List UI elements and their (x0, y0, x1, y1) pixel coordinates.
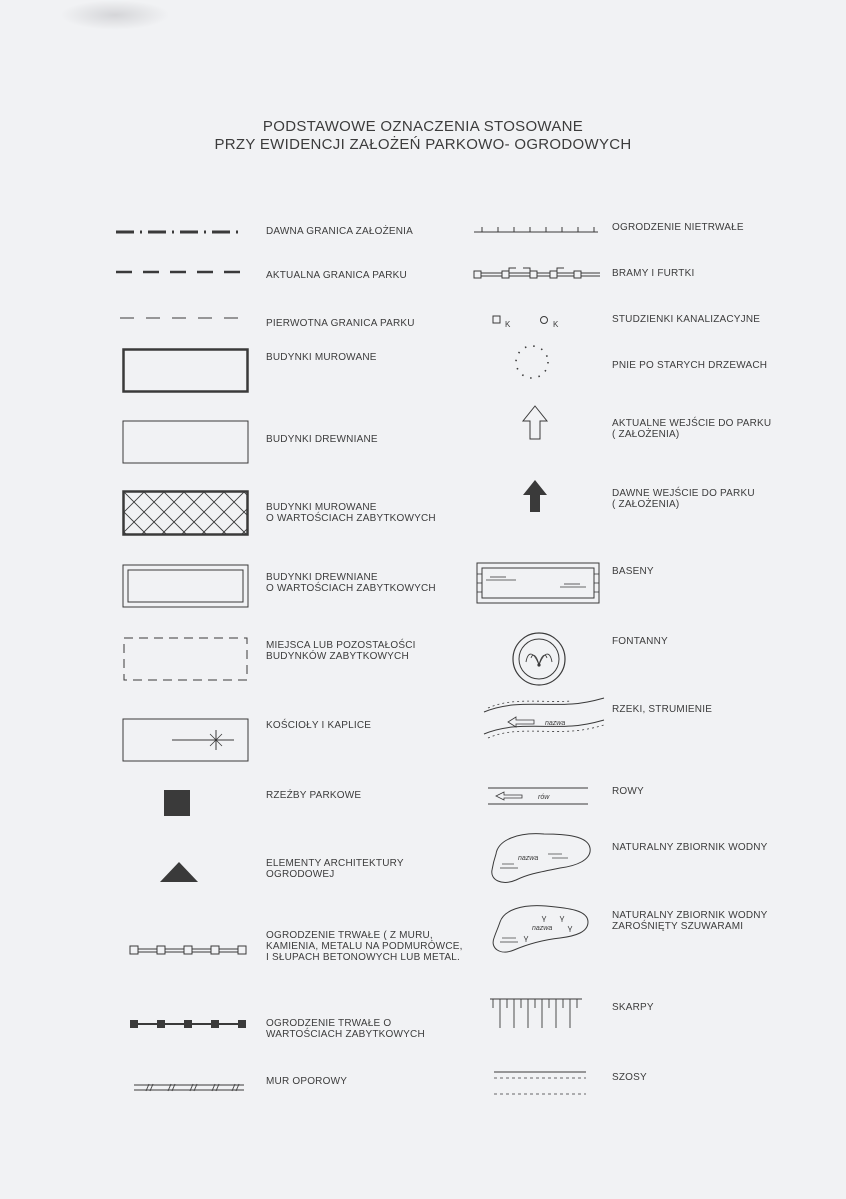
label-rzezby: RZEŹBY PARKOWE (266, 790, 362, 801)
label-skarpy: SKARPY (612, 1002, 654, 1013)
double-rectangle-icon (122, 564, 252, 610)
pond-name-text: nazwa (518, 855, 539, 862)
label-pnie: PNIE PO STARYCH DRZEWACH (612, 360, 768, 371)
label-szosy: SZOSY (612, 1072, 647, 1083)
label-dawna-granica: DAWNA GRANICA ZAŁOŻENIA (266, 226, 414, 237)
label-ogrodzenie-trwale: OGRODZENIE TRWAŁE ( Z MURU, KAMIENIA, METALU NA PODMURÓWCE, I SŁUPACH BETONOWYCH LUB METAL. (266, 930, 463, 963)
label-rzeki: RZEKI, STRUMIENIE (612, 704, 713, 715)
label-fontanny: FONTANNY (612, 636, 668, 647)
label-ogrodzenie-nietrwale: OGRODZENIE NIETRWAŁE (612, 222, 744, 233)
filled-triangle-icon (160, 860, 200, 884)
label-aktualna-granica: AKTUALNA GRANICA PARKU (266, 270, 407, 281)
stumps-icon (514, 344, 552, 382)
scan-smudge (60, 0, 170, 30)
ditch-icon (488, 784, 592, 808)
label-koscioly: KOŚCIOŁY I KAPLICE (266, 720, 372, 731)
label-budynki-drewniane: BUDYNKI DREWNIANE (266, 434, 378, 445)
label-architektura: ELEMENTY ARCHITEKTURY OGRODOWEJ (266, 858, 404, 880)
label-budynki-murowane: BUDYNKI MUROWANE (266, 352, 377, 363)
pool-icon (476, 562, 602, 606)
label-murowane-zabytkowe: BUDYNKI MUROWANE O WARTOŚCIACH ZABYTKOWYCH (266, 502, 436, 524)
label-mur-oporowy: MUR OPOROWY (266, 1076, 348, 1087)
label-zbiornik-szuwary: NATURALNY ZBIORNIK WODNY ZAROŚNIĘTY SZUWARAMI (612, 910, 768, 932)
slope-icon (490, 996, 584, 1030)
label-pozostalosci: MIEJSCA LUB POZOSTAŁOŚCI BUDYNKÓW ZABYTKOWYCH (266, 640, 416, 662)
filled-arrow-icon (522, 478, 550, 514)
label-rowy: ROWY (612, 786, 644, 797)
river-name-text: nazwa (545, 720, 566, 727)
title-line-1: PODSTAWOWE OZNACZENIA STOSOWANE (262, 118, 584, 135)
reed-pond-icon (488, 900, 594, 958)
label-aktualne-wejscie: AKTUALNE WEJŚCIE DO PARKU ( ZAŁOŻENIA) (612, 418, 772, 440)
label-bramy: BRAMY I FURTKI (612, 268, 695, 279)
hollow-fence-icon (130, 944, 250, 958)
filled-square-icon (164, 790, 192, 818)
title-line-2: PRZY EWIDENCJI ZAŁOŻEŃ PARKOWO- OGRODOWYCH (214, 136, 632, 153)
fountain-icon (512, 632, 568, 688)
dash-dot-line-icon (116, 226, 246, 238)
reed-pond-name-text: nazwa (532, 925, 553, 932)
manholes-icon (492, 314, 572, 330)
label-drewniane-zabytkowe: BUDYNKI DREWNIANE O WARTOŚCIACH ZABYTKOWYCH (266, 572, 436, 594)
thin-rectangle-icon (122, 420, 252, 466)
hollow-arrow-icon (522, 404, 550, 442)
dashed-rectangle-icon (122, 636, 252, 682)
label-dawne-wejscie: DAWNE WEJŚCIE DO PARKU ( ZAŁOŻENIA) (612, 488, 755, 510)
label-zbiornik: NATURALNY ZBIORNIK WODNY (612, 842, 768, 853)
label-baseny: BASENY (612, 566, 654, 577)
pond-icon (488, 828, 594, 890)
label-pierwotna-granica: PIERWOTNA GRANICA PARKU (266, 318, 415, 329)
label-studzienki: STUDZIENKI KANALIZACYJNE (612, 314, 761, 325)
svg-text:K: K (505, 320, 511, 329)
gates-icon (474, 264, 602, 280)
svg-text:K: K (553, 320, 559, 329)
church-rectangle-icon (122, 718, 252, 764)
road-icon (494, 1068, 588, 1098)
thick-rectangle-icon (122, 348, 252, 394)
ditch-name-text: rów (538, 794, 550, 801)
thin-dash-line-icon (120, 312, 250, 324)
label-ogrodzenie-zabytkowe: OGRODZENIE TRWAŁE O WARTOŚCIACH ZABYTKOWYCH (266, 1018, 425, 1040)
river-icon (482, 694, 608, 744)
temporary-fence-icon (474, 224, 600, 236)
filled-fence-icon (130, 1018, 250, 1032)
long-dash-line-icon (116, 266, 246, 278)
retaining-wall-icon (134, 1082, 246, 1094)
hatched-rectangle-icon (122, 490, 252, 538)
